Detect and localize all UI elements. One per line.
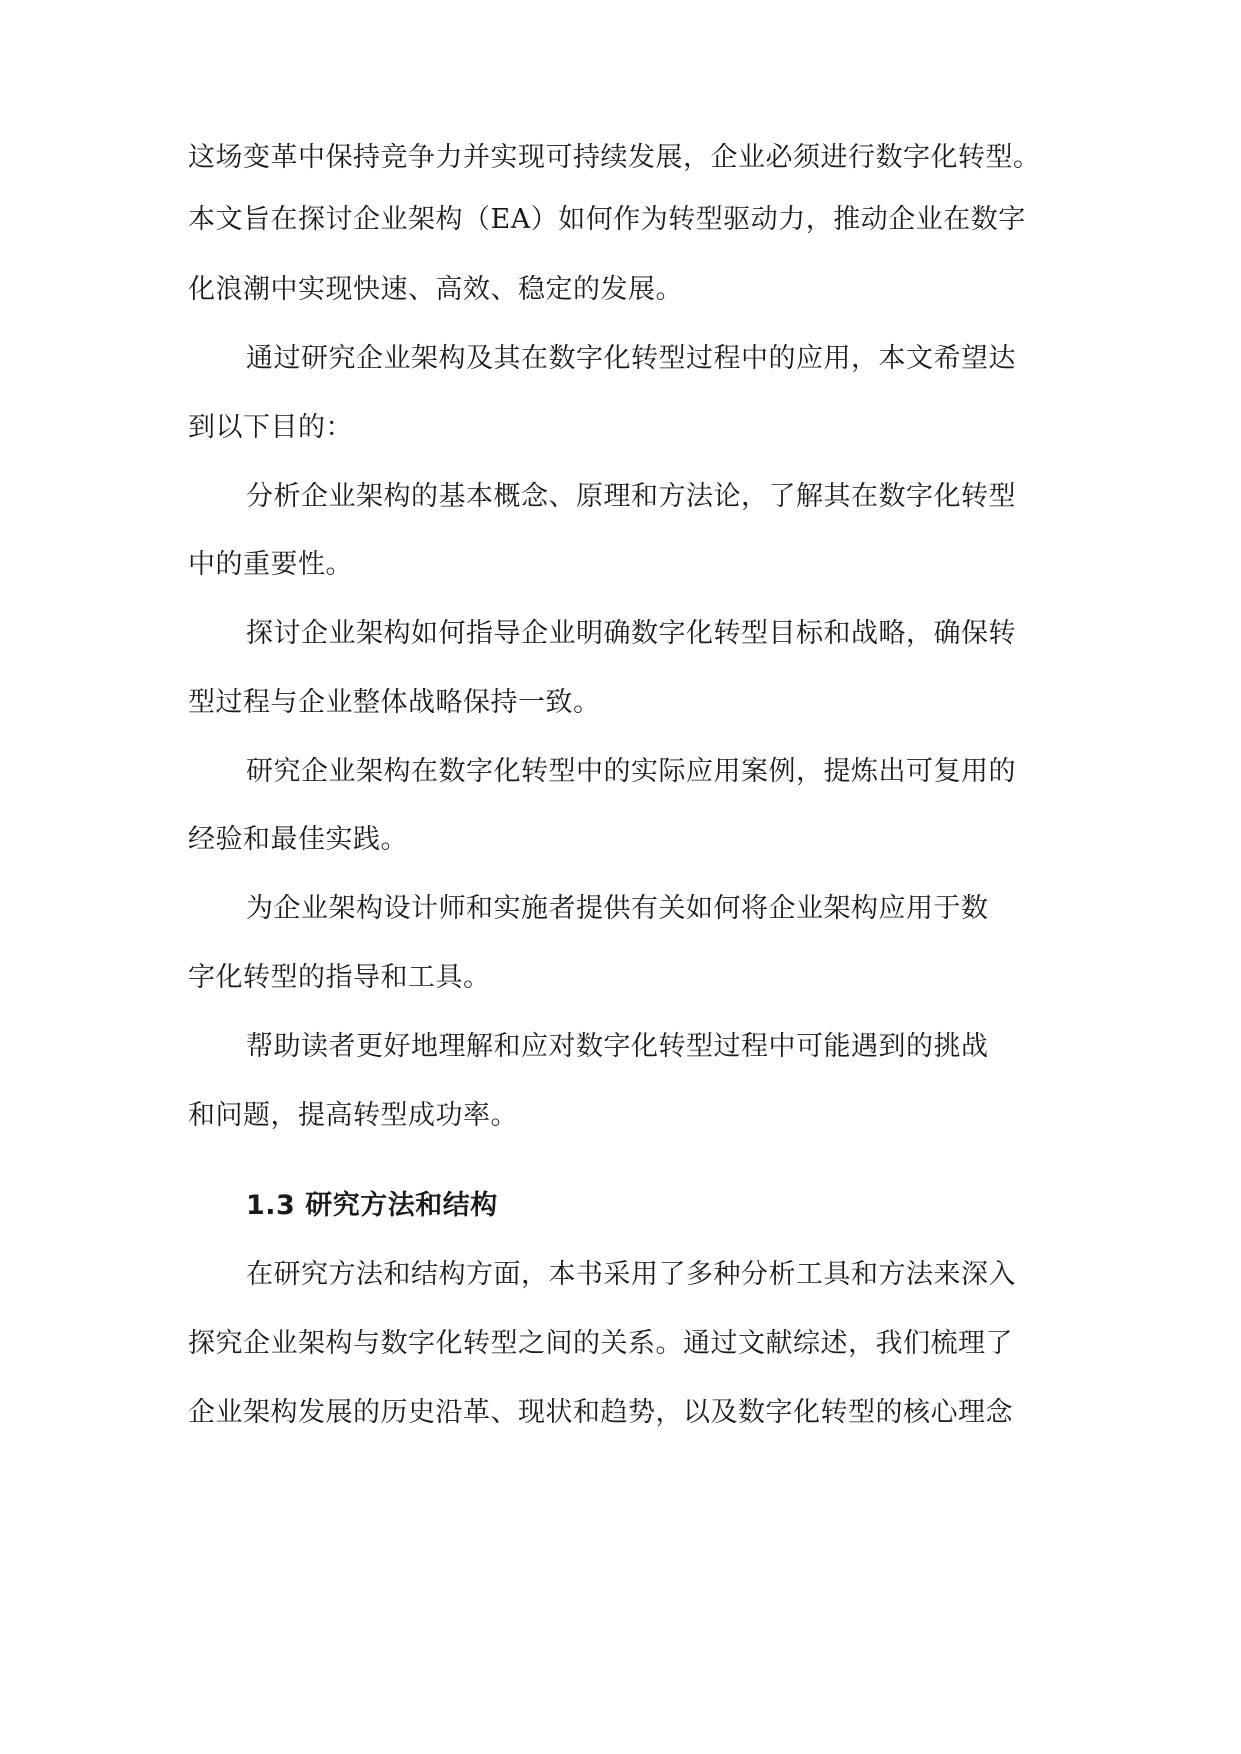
purpose-item-2-line-2: 型过程与企业整体战略保持一致。 [188,687,601,718]
purpose-line-2: 到以下目的： [188,412,353,443]
method-line-1: 在研究方法和结构方面，本书采用了多种分析工具和方法来深入 [246,1259,1016,1290]
intro-line-1: 这场变革中保持竞争力并实现可持续发展，企业必须进行数字化转型。 [188,142,1041,173]
method-line-2: 探究企业架构与数字化转型之间的关系。通过文献综述，我们梳理了 [188,1328,1013,1359]
intro-line-2: 本文旨在探讨企业架构（EA）如何作为转型驱动力，推动企业在数字 [188,204,1026,235]
intro-line-3: 化浪潮中实现快速、高效、稳定的发展。 [188,274,683,305]
method-line-3: 企业架构发展的历史沿革、现状和趋势，以及数字化转型的核心理念 [188,1397,1013,1428]
purpose-item-1-line-1: 分析企业架构的基本概念、原理和方法论，了解其在数字化转型 [246,481,1016,512]
purpose-line-1: 通过研究企业架构及其在数字化转型过程中的应用，本文希望达 [246,343,1016,374]
purpose-item-4-line-1: 为企业架构设计师和实施者提供有关如何将企业架构应用于数 [246,893,989,924]
section-heading: 1.3 研究方法和结构 [246,1190,498,1221]
purpose-item-1-line-2: 中的重要性。 [188,549,353,580]
purpose-item-2-line-1: 探讨企业架构如何指导企业明确数字化转型目标和战略，确保转 [246,618,1016,649]
purpose-item-3-line-1: 研究企业架构在数字化转型中的实际应用案例，提炼出可复用的 [246,756,1016,787]
purpose-item-5-line-2: 和问题，提高转型成功率。 [188,1100,518,1131]
purpose-item-4-line-2: 字化转型的指导和工具。 [188,962,491,993]
purpose-item-3-line-2: 经验和最佳实践。 [188,824,408,855]
purpose-item-5-line-1: 帮助读者更好地理解和应对数字化转型过程中可能遇到的挑战 [246,1031,989,1062]
